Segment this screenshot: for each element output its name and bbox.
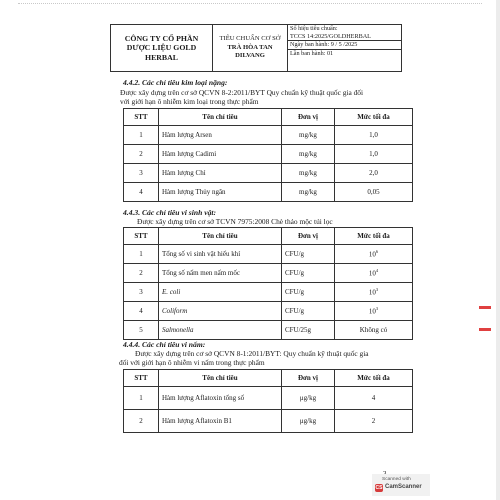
cell-stt: 1 [124, 245, 159, 264]
table-row [124, 126, 413, 145]
cell-name: Salmonella [159, 321, 282, 340]
mycotoxin-intro-1: Được xây dựng trên cơ sở QCVN 8-1:2011/BYT: Quy chuẩn kỹ thuật quốc gia [135, 349, 369, 358]
cell-stt: 2 [124, 264, 159, 283]
table-row [124, 245, 413, 264]
heavy-metals-table [123, 108, 413, 202]
heavy-metals-intro-2: với giới hạn ô nhiễm kim loại trong thực phẩm [120, 97, 259, 106]
cell-name: Hàm lượng Thủy ngân [159, 183, 282, 202]
col-stt: STT [124, 228, 159, 245]
cell-name: Tổng số vi sinh vật hiếu khí [159, 245, 282, 264]
cell-unit: CFU/g [282, 302, 335, 321]
col-unit: Đơn vị [282, 370, 335, 387]
cell-name: Tổng số nấm men nấm mốc [159, 264, 282, 283]
micro-heading: 4.4.3. Các chỉ tiêu vi sinh vật: [123, 208, 217, 217]
col-unit: Đơn vị [282, 109, 335, 126]
company-line-1: CÔNG TY CỔ PHẦN [124, 34, 199, 44]
standard-line-1: TIÊU CHUẨN CƠ SỞ [219, 35, 281, 43]
cell-max: 1,0 [335, 145, 413, 164]
cell-stt: 4 [124, 302, 159, 321]
cell-name: Hàm lượng Chì [159, 164, 282, 183]
col-max: Mức tối đa [335, 109, 413, 126]
camscanner-watermark [372, 474, 430, 496]
cell-unit: mg/kg [282, 126, 335, 145]
table-row [124, 164, 413, 183]
heavy-metals-intro-1: Được xây dựng trên cơ sở QCVN 8-2:2011/BYT Quy chuẩn kỹ thuật quốc gia đối [120, 88, 364, 97]
cell-stt: 3 [124, 164, 159, 183]
cell-max: 0,05 [335, 183, 413, 202]
col-name: Tên chỉ tiêu [159, 109, 282, 126]
heavy-metals-heading: 4.4.2. Các chỉ tiêu kim loại nặng: [123, 78, 228, 87]
max-base: 10 [368, 307, 376, 316]
document-meta [288, 25, 401, 71]
cell-unit: μg/kg [282, 387, 335, 410]
cell-stt: 4 [124, 183, 159, 202]
cell-name: Coliform [159, 302, 282, 321]
max-base: 10 [368, 269, 376, 278]
mycotoxin-intro-2: đối với giới hạn ô nhiễm vi nấm trong thực phẩm [119, 358, 265, 367]
cell-unit: CFU/g [282, 264, 335, 283]
doc-number: TCCS 14:2025/GOLDHERBAL [288, 33, 401, 42]
col-name: Tên chỉ tiêu [159, 228, 282, 245]
table-row [124, 264, 413, 283]
watermark-brand: CamScanner [385, 484, 422, 490]
col-max: Mức tối đa [335, 228, 413, 245]
camscanner-logo-icon: CS [375, 485, 383, 491]
cell-max: 2,0 [335, 164, 413, 183]
cell-unit: CFU/25g [282, 321, 335, 340]
table-row [124, 302, 413, 321]
mycotoxin-heading: 4.4.4. Các chỉ tiêu vi nấm: [123, 340, 206, 349]
red-edge-mark [479, 328, 491, 331]
document-header-box [110, 24, 402, 72]
red-edge-mark [479, 306, 491, 309]
doc-number-label: Số hiệu tiêu chuẩn: [290, 25, 338, 32]
table-header-row [124, 370, 413, 387]
cell-stt: 3 [124, 283, 159, 302]
cell-unit: CFU/g [282, 283, 335, 302]
max-exponent: 4 [375, 268, 379, 274]
issue-number: Lần ban hành: 01 [290, 49, 334, 57]
cell-max [335, 245, 413, 264]
issue-date: Ngày ban hành: 9 / 5 /2025 [288, 41, 401, 50]
cell-max [335, 283, 413, 302]
cell-unit: mg/kg [282, 183, 335, 202]
company-name [111, 25, 213, 71]
cell-name: Hàm lượng Arsen [159, 126, 282, 145]
micro-table [123, 227, 413, 340]
watermark-text: Scanned with [382, 477, 411, 482]
cell-stt: 2 [124, 145, 159, 164]
micro-intro-1: Được xây dựng trên cơ sở TCVN 7975:2008 Chè thảo mộc túi lọc [137, 217, 333, 226]
table-header-row [124, 228, 413, 245]
max-base: 10 [368, 250, 376, 259]
col-name: Tên chỉ tiêu [159, 370, 282, 387]
table-header-row [124, 109, 413, 126]
cell-stt: 1 [124, 126, 159, 145]
max-base: Không có [359, 326, 388, 334]
max-base: 10 [368, 288, 376, 297]
cell-stt: 1 [124, 387, 159, 410]
cell-max: 4 [335, 387, 413, 410]
product-name-line-2: DILVANG [235, 52, 265, 60]
max-exponent: 3 [375, 287, 379, 293]
company-line-2: DƯỢC LIỆU GOLD [126, 43, 197, 53]
cell-max: 1,0 [335, 126, 413, 145]
col-unit: Đơn vị [282, 228, 335, 245]
cell-unit: mg/kg [282, 145, 335, 164]
product-name-line-1: TRÀ HÒA TAN [227, 43, 273, 51]
cell-name: E. coli [159, 283, 282, 302]
top-dotted-line [18, 3, 482, 4]
cell-name: Hàm lượng Aflatoxin B1 [159, 410, 282, 433]
mycotoxin-table [123, 369, 413, 433]
cell-stt: 5 [124, 321, 159, 340]
cell-name: Hàm lượng Aflatoxin tổng số [159, 387, 282, 410]
cell-max [335, 264, 413, 283]
table-row [124, 321, 413, 340]
company-line-3: HERBAL [145, 52, 178, 62]
table-row [124, 145, 413, 164]
cell-max [335, 302, 413, 321]
max-exponent: 3 [375, 306, 379, 312]
cell-name: Hàm lượng Cadimi [159, 145, 282, 164]
table-row [124, 283, 413, 302]
cell-unit: CFU/g [282, 245, 335, 264]
standard-title [213, 25, 288, 71]
table-row [124, 410, 413, 433]
cell-unit: μg/kg [282, 410, 335, 433]
cell-max: 2 [335, 410, 413, 433]
col-stt: STT [124, 109, 159, 126]
col-stt: STT [124, 370, 159, 387]
cell-stt: 2 [124, 410, 159, 433]
table-row [124, 387, 413, 410]
cell-max [335, 321, 413, 340]
page-edge-shadow [496, 0, 500, 500]
col-max: Mức tối đa [335, 370, 413, 387]
cell-unit: mg/kg [282, 164, 335, 183]
table-row [124, 183, 413, 202]
max-exponent: 6 [375, 249, 379, 255]
